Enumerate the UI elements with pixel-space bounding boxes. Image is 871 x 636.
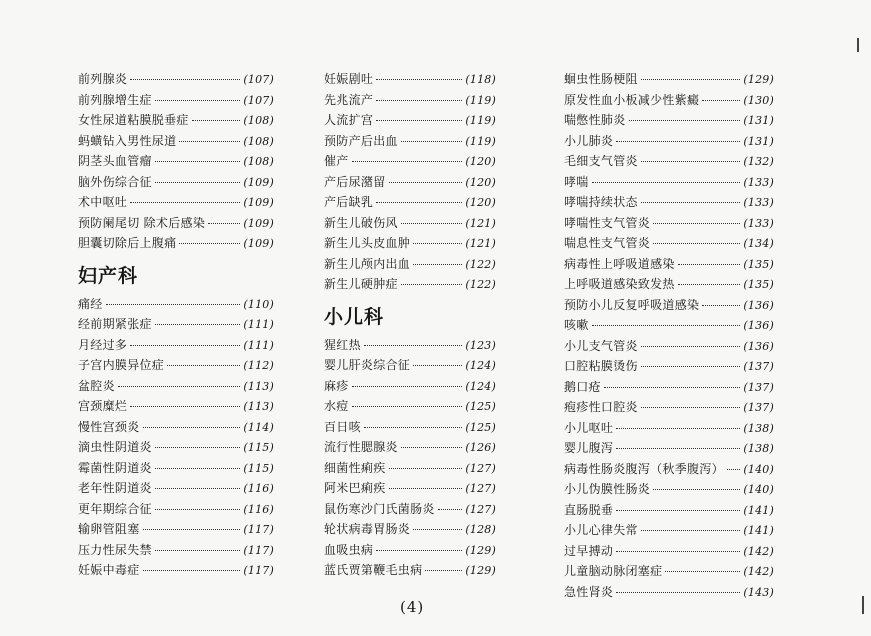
entry-page: (136)	[743, 319, 774, 332]
entry-page: (138)	[743, 442, 774, 455]
entry-page: (129)	[465, 543, 496, 557]
toc-entry	[324, 234, 496, 255]
dot-leader	[616, 141, 740, 142]
toc-entry	[78, 315, 274, 336]
dot-leader	[118, 386, 241, 387]
toc-entry	[564, 255, 774, 276]
entry-page: (142)	[743, 565, 774, 578]
toc-entry	[324, 438, 496, 459]
toc-entry	[564, 378, 774, 399]
entry-page: (126)	[465, 441, 496, 454]
entry-title: 前列腺炎	[78, 72, 128, 86]
entry-title: 小儿伪膜性肠炎	[564, 482, 651, 496]
dot-leader	[702, 100, 740, 101]
toc-entry	[324, 70, 496, 91]
entry-page: (135)	[743, 278, 774, 291]
dot-leader	[106, 304, 241, 305]
dot-leader	[641, 161, 741, 162]
dot-leader	[641, 530, 741, 531]
entry-page: (117)	[243, 543, 274, 557]
entry-title: 预防阑尾切 除术后感染	[78, 215, 206, 230]
entry-page: (127)	[465, 482, 496, 495]
entry-page: (111)	[243, 318, 274, 331]
toc-entry	[564, 501, 774, 522]
entry-page: (142)	[743, 544, 774, 558]
entry-title: 小儿支气管炎	[564, 338, 638, 353]
dot-leader	[401, 141, 463, 142]
entry-page: (116)	[243, 502, 274, 516]
entry-page: (133)	[743, 175, 774, 189]
toc-entry	[564, 583, 774, 604]
entry-title: 产后缺乳	[324, 195, 374, 209]
entry-title: 小儿心律失常	[564, 523, 638, 537]
entry-page: (138)	[743, 421, 774, 435]
entry-page: (119)	[465, 93, 496, 107]
entry-page: (127)	[465, 502, 496, 516]
entry-page: (141)	[743, 503, 774, 517]
toc-entry	[324, 479, 496, 500]
entry-page: (109)	[243, 196, 274, 209]
toc-entry	[324, 336, 496, 357]
dot-leader	[616, 448, 740, 449]
entry-page: (131)	[743, 114, 774, 127]
dot-leader	[389, 182, 463, 183]
dot-leader	[179, 141, 240, 142]
toc-entry	[78, 561, 274, 582]
entry-title: 子宫内膜异位症	[78, 358, 165, 372]
entry-title: 小儿呕吐	[564, 420, 614, 435]
entry-title: 喘憋性肺炎	[564, 113, 626, 127]
entry-page: (130)	[743, 93, 774, 107]
dot-leader	[155, 182, 241, 183]
entry-title: 咳嗽	[564, 318, 589, 332]
entry-title: 喘息性支气管炎	[564, 236, 651, 250]
toc-entry	[324, 111, 496, 132]
entry-page: (116)	[243, 482, 274, 495]
entry-title: 老年性阴道炎	[78, 481, 152, 495]
entry-title: 新生儿硬肿症	[324, 277, 398, 291]
dot-leader	[143, 570, 241, 571]
entry-title: 压力性尿失禁	[78, 542, 152, 557]
entry-title: 经前期紧张症	[78, 317, 152, 331]
dot-leader	[641, 202, 741, 203]
toc-entry	[324, 541, 496, 562]
entry-title: 轮状病毒胃肠炎	[324, 522, 411, 536]
entry-title: 猩红热	[324, 337, 361, 352]
entry-title: 术中呕吐	[78, 195, 128, 209]
entry-page: (120)	[465, 196, 496, 209]
dot-leader	[678, 284, 741, 285]
dot-leader	[155, 161, 241, 162]
toc-entry	[324, 173, 496, 194]
toc-entry	[78, 70, 274, 91]
entry-title: 疱疹性口腔炎	[564, 400, 638, 414]
entry-page: (120)	[465, 155, 496, 168]
entry-title: 新生儿破伤风	[324, 215, 398, 230]
entry-title: 痛经	[78, 296, 103, 311]
toc-entry	[324, 459, 496, 480]
toc-entry	[564, 542, 774, 563]
dot-leader	[641, 79, 741, 80]
dot-leader	[376, 202, 462, 203]
entry-title: 宫颈糜烂	[78, 399, 128, 413]
dot-leader	[130, 345, 240, 346]
dot-leader	[376, 100, 462, 101]
toc-entry	[78, 111, 274, 132]
entry-title: 婴儿腹泻	[564, 441, 614, 455]
entry-page: (119)	[465, 134, 496, 148]
toc-entry	[564, 173, 774, 194]
dot-leader	[155, 468, 241, 469]
toc-entry	[564, 132, 774, 153]
entry-title: 儿童脑动脉闭塞症	[564, 564, 663, 578]
dot-leader	[616, 551, 740, 552]
toc-entry	[324, 520, 496, 541]
entry-title: 蛔虫性肠梗阻	[564, 72, 638, 86]
entry-page: (136)	[743, 298, 774, 312]
entry-page: (133)	[743, 216, 774, 230]
toc-entry	[78, 377, 274, 398]
entry-page: (124)	[465, 359, 496, 372]
scan-mark	[862, 596, 864, 614]
dot-leader	[641, 346, 741, 347]
dot-leader	[179, 243, 240, 244]
dot-leader	[678, 264, 741, 265]
toc-entry	[324, 500, 496, 521]
dot-leader	[389, 468, 463, 469]
toc-entry	[564, 357, 774, 378]
entry-title: 妊娠剧吐	[324, 72, 374, 86]
section-heading: 妇产科	[78, 265, 139, 287]
dot-leader	[352, 161, 463, 162]
entry-page: (127)	[465, 461, 496, 475]
toc-entry	[564, 337, 774, 358]
entry-page: (107)	[243, 73, 274, 86]
toc-entry	[324, 356, 496, 377]
dot-leader	[364, 345, 463, 346]
entry-page: (107)	[243, 93, 274, 107]
dot-leader	[208, 223, 240, 224]
entry-title: 哮喘性支气管炎	[564, 215, 651, 230]
entry-title: 先兆流产	[324, 92, 374, 107]
entry-page: (124)	[465, 379, 496, 393]
toc-entry	[564, 316, 774, 337]
entry-page: (108)	[243, 155, 274, 168]
entry-title: 预防小儿反复呼吸道感染	[564, 297, 700, 312]
entry-title: 百日咳	[324, 419, 361, 434]
dot-leader	[604, 387, 741, 388]
toc-entry	[324, 275, 496, 296]
dot-leader	[376, 550, 462, 551]
entry-title: 新生儿颅内出血	[324, 256, 411, 271]
entry-title: 病毒性肠炎腹泻（秋季腹泻）	[564, 461, 724, 476]
dot-leader	[616, 428, 740, 429]
dot-leader	[167, 365, 240, 366]
toc-entry	[564, 193, 774, 214]
dot-leader	[364, 427, 463, 428]
dot-leader	[376, 79, 462, 80]
entry-title: 水痘	[324, 399, 349, 413]
dot-leader	[401, 284, 463, 285]
toc-column-3	[564, 70, 774, 603]
dot-leader	[413, 365, 462, 366]
entry-page: (140)	[743, 462, 774, 476]
entry-title: 预防产后出血	[324, 133, 398, 148]
dot-leader	[629, 120, 741, 121]
toc-entry	[78, 438, 274, 459]
dot-leader	[352, 386, 463, 387]
toc-entry	[324, 152, 496, 173]
entry-page: (129)	[743, 73, 774, 86]
toc-entry	[564, 70, 774, 91]
toc-column-2	[324, 70, 496, 582]
toc-entry	[324, 255, 496, 276]
entry-page: (135)	[743, 257, 774, 271]
toc-entry	[78, 459, 274, 480]
toc-entry	[324, 377, 496, 398]
dot-leader	[653, 243, 740, 244]
entry-page: (136)	[743, 339, 774, 353]
dot-leader	[192, 120, 241, 121]
entry-title: 胆囊切除后上腹痛	[78, 236, 177, 250]
toc-entry	[564, 480, 774, 501]
entry-title: 鹅口疮	[564, 379, 601, 394]
entry-page: (113)	[243, 379, 274, 393]
toc-entry	[78, 336, 274, 357]
entry-title: 女性尿道粘膜脱垂症	[78, 113, 189, 127]
toc-entry	[78, 356, 274, 377]
entry-page: (112)	[243, 359, 274, 372]
entry-title: 直肠脱垂	[564, 502, 614, 517]
entry-title: 哮喘持续状态	[564, 195, 638, 209]
entry-title: 毛细支气管炎	[564, 154, 638, 168]
entry-page: (128)	[465, 523, 496, 536]
toc-entry	[324, 561, 496, 582]
entry-title: 蚂蟥钻入男性尿道	[78, 133, 177, 148]
entry-page: (113)	[243, 400, 274, 413]
entry-page: (117)	[243, 564, 274, 577]
entry-page: (118)	[465, 73, 496, 86]
entry-title: 前列腺增生症	[78, 92, 152, 107]
entry-title: 催产	[324, 154, 349, 168]
dot-leader	[401, 447, 463, 448]
entry-title: 慢性宫颈炎	[78, 419, 140, 434]
entry-title: 急性肾炎	[564, 584, 614, 599]
dot-leader	[413, 243, 462, 244]
toc-entry	[78, 541, 274, 562]
entry-page: (121)	[465, 216, 496, 230]
entry-title: 口腔粘膜烫伤	[564, 359, 638, 373]
entry-page: (134)	[743, 237, 774, 250]
section-heading: 小儿科	[324, 306, 385, 328]
entry-title: 输卵管阻塞	[78, 522, 140, 536]
dot-leader	[130, 202, 240, 203]
scan-mark	[857, 38, 859, 52]
dot-leader	[155, 509, 241, 510]
dot-leader	[143, 427, 241, 428]
entry-page: (109)	[243, 175, 274, 189]
toc-entry	[78, 193, 274, 214]
toc-entry	[78, 234, 274, 255]
entry-title: 病毒性上呼吸道感染	[564, 256, 675, 271]
dot-leader	[130, 79, 240, 80]
toc-entry	[564, 521, 774, 542]
entry-page: (137)	[743, 380, 774, 394]
dot-leader	[438, 509, 463, 510]
toc-entry	[564, 111, 774, 132]
entry-title: 鼠伤寒沙门氏菌肠炎	[324, 501, 435, 516]
dot-leader	[352, 406, 463, 407]
dot-leader	[616, 510, 740, 511]
toc-entry	[564, 214, 774, 235]
entry-title: 阴茎头血管瘤	[78, 154, 152, 168]
entry-page: (108)	[243, 134, 274, 148]
dot-leader	[702, 305, 740, 306]
toc-entry	[78, 520, 274, 541]
toc-entry	[564, 398, 774, 419]
dot-leader	[727, 469, 741, 470]
entry-page: (122)	[465, 278, 496, 291]
toc-entry	[324, 418, 496, 439]
dot-leader	[155, 100, 241, 101]
entry-title: 人流扩宫	[324, 113, 374, 127]
toc-entry	[78, 397, 274, 418]
entry-title: 脑外伤综合征	[78, 174, 152, 189]
toc-entry	[78, 152, 274, 173]
entry-title: 霉菌性阴道炎	[78, 460, 152, 475]
dot-leader	[130, 406, 240, 407]
toc-column-1	[78, 70, 274, 582]
toc-entry	[564, 275, 774, 296]
entry-page: (115)	[243, 461, 274, 475]
entry-page: (109)	[243, 216, 274, 230]
entry-title: 小儿肺炎	[564, 133, 614, 148]
entry-title: 婴儿肝炎综合征	[324, 358, 411, 372]
toc-entry	[564, 419, 774, 440]
toc-entry	[564, 91, 774, 112]
dot-leader	[143, 529, 241, 530]
entry-page: (110)	[243, 297, 274, 311]
dot-leader	[592, 182, 741, 183]
entry-page: (140)	[743, 483, 774, 496]
entry-page: (114)	[243, 420, 274, 434]
dot-leader	[641, 366, 741, 367]
entry-page: (141)	[743, 524, 774, 537]
entry-page: (117)	[243, 523, 274, 536]
entry-title: 哮喘	[564, 174, 589, 189]
entry-page: (121)	[465, 237, 496, 250]
toc-entry	[564, 234, 774, 255]
toc-entry	[78, 295, 274, 316]
toc-entry	[564, 439, 774, 460]
dot-leader	[155, 447, 241, 448]
entry-title: 新生儿头皮血肿	[324, 236, 411, 250]
dot-leader	[616, 592, 740, 593]
entry-page: (125)	[465, 400, 496, 413]
toc-entry	[78, 418, 274, 439]
entry-title: 滴虫性阴道炎	[78, 440, 152, 454]
page-number: (4)	[400, 598, 425, 616]
entry-title: 流行性腮腺炎	[324, 440, 398, 454]
entry-page: (131)	[743, 134, 774, 148]
dot-leader	[641, 407, 741, 408]
entry-page: (109)	[243, 237, 274, 250]
dot-leader	[665, 571, 740, 572]
toc-entry	[564, 562, 774, 583]
entry-page: (111)	[243, 338, 274, 352]
toc-entry	[78, 91, 274, 112]
toc-entry	[324, 91, 496, 112]
dot-leader	[413, 529, 462, 530]
dot-leader	[376, 120, 462, 121]
dot-leader	[592, 325, 741, 326]
toc-entry	[78, 214, 274, 235]
toc-entry	[564, 152, 774, 173]
toc-entry	[564, 460, 774, 481]
dot-leader	[155, 488, 241, 489]
dot-leader	[653, 489, 740, 490]
dot-leader	[425, 570, 462, 571]
entry-title: 细菌性痢疾	[324, 460, 386, 475]
entry-page: (129)	[465, 564, 496, 577]
entry-title: 阿米巴痢疾	[324, 481, 386, 495]
entry-title: 上呼吸道感染致发热	[564, 277, 675, 291]
toc-entry	[564, 296, 774, 317]
entry-page: (120)	[465, 175, 496, 189]
toc-entry	[78, 132, 274, 153]
dot-leader	[389, 488, 463, 489]
entry-title: 产后尿潴留	[324, 174, 386, 189]
dot-leader	[401, 223, 463, 224]
toc-entry	[324, 214, 496, 235]
entry-title: 更年期综合征	[78, 501, 152, 516]
toc-entry	[78, 173, 274, 194]
entry-title: 过早搏动	[564, 543, 614, 558]
dot-leader	[155, 324, 241, 325]
dot-leader	[413, 264, 462, 265]
entry-page: (122)	[465, 257, 496, 271]
entry-page: (108)	[243, 114, 274, 127]
entry-page: (119)	[465, 114, 496, 127]
entry-title: 盆腔炎	[78, 378, 115, 393]
toc-entry	[78, 500, 274, 521]
entry-title: 蓝氏贾第鞭毛虫病	[324, 563, 423, 577]
dot-leader	[653, 223, 740, 224]
entry-page: (137)	[743, 401, 774, 414]
entry-page: (137)	[743, 360, 774, 373]
entry-page: (115)	[243, 441, 274, 454]
dot-leader	[155, 550, 241, 551]
entry-title: 妊娠中毒症	[78, 563, 140, 577]
toc-entry	[324, 132, 496, 153]
entry-title: 血吸虫病	[324, 542, 374, 557]
entry-title: 月经过多	[78, 337, 128, 352]
entry-page: (132)	[743, 155, 774, 168]
toc-entry	[324, 397, 496, 418]
entry-page: (123)	[465, 338, 496, 352]
entry-page: (125)	[465, 420, 496, 434]
entry-title: 麻疹	[324, 378, 349, 393]
entry-page: (133)	[743, 196, 774, 209]
entry-title: 原发性血小板减少性紫癜	[564, 92, 700, 107]
toc-entry	[78, 479, 274, 500]
entry-page: (143)	[743, 585, 774, 599]
toc-entry	[324, 193, 496, 214]
